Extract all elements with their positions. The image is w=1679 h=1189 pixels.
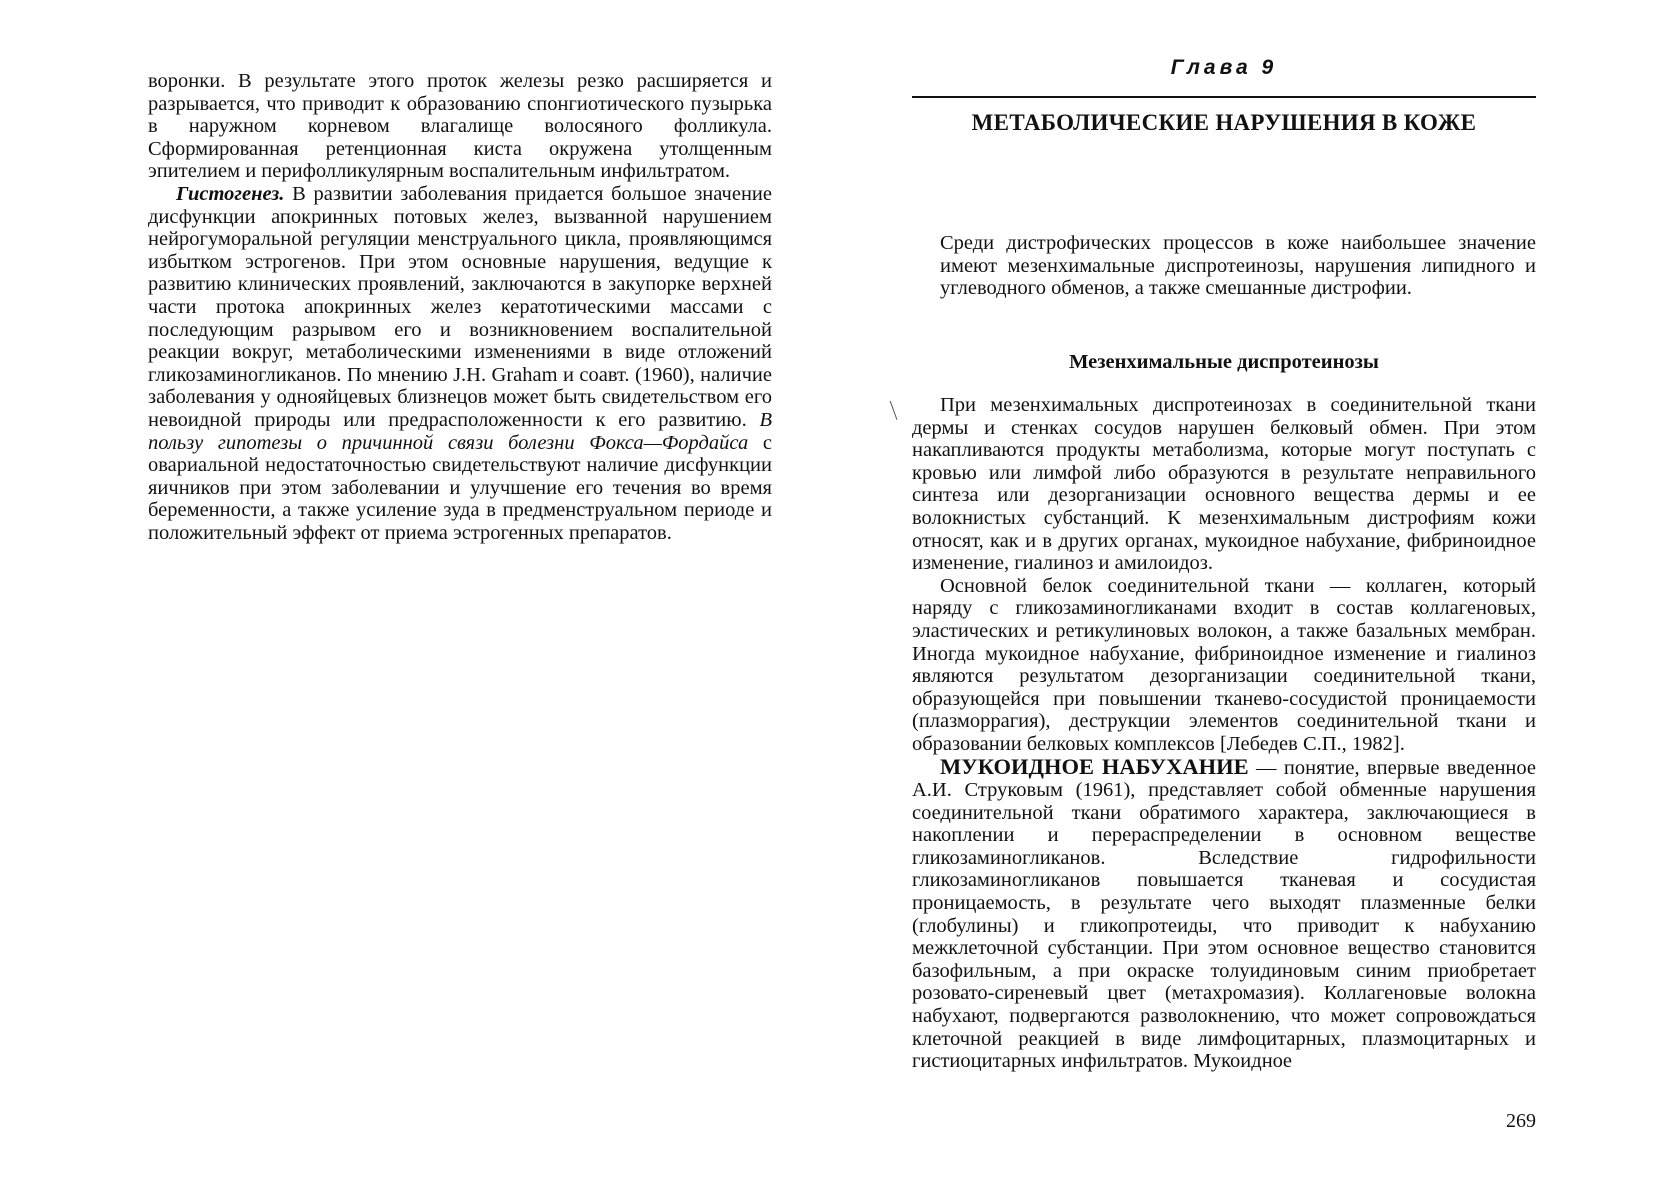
right-paragraph-2: Основной белок соединительной ткани — коллаген, который наряду с гликозаминогликанами входит в состав коллагеновых, эластических и ретикулиновых волокон, а также базальных мембран. Иногда мукоидное набухание, фибриноидное изменение и гиалиноз являются результатом дезорганизации соединительной ткани, образующейся при повышении тканево-сосудистой проницаемости (плазморрагия), деструкции элементов соединительной ткани и образовании белковых комплексов [Лебедев С.П., 1982]. xyxy=(912,574,1536,755)
intro-paragraph: Среди дистрофических процессов в коже наибольшее значение имеют мезенхимальные диспротеинозы, нарушения липидного и углеводного обменов, а также смешанные дистрофии. xyxy=(940,232,1536,300)
chapter-title: МЕТАБОЛИЧЕСКИЕ НАРУШЕНИЯ В КОЖЕ xyxy=(971,110,1477,135)
right-page xyxy=(912,0,1536,1189)
right-paragraph-3-text: — понятие, впервые введенное А.И. Струковым (1961), представляет собой обменные нарушения соединительной ткани обратимого характера, заключающиеся в накоплении и перераспределении в основном веществе гликозаминогликанов. Вследствие гидрофильности гликозаминогликанов повышается тканевая и сосудистая проницаемость, в результате чего выходят плазменные белки (глобулины) и гликопротеиды, что приводит к набуханию межклеточной субстанции. При этом основное вещество становится базофильным, а при окраске толуидиновым синим приобретает розовато-сиреневый цвет (метахромазия). Коллагеновые волокна набухают, подвергаются разволокнению, что может сопровождаться клеточной реакцией в виде лимфоцитарных, плазмоцитарных и гистиоцитарных инфильтратов. Мукоиднoe xyxy=(912,756,1536,1073)
left-paragraph-2-italic: В пользу гипотезы о причинной связи болезни Фокса—Фордайса xyxy=(148,408,772,454)
section-body xyxy=(912,394,1536,1073)
left-paragraph-1: воронки. В результате этого проток железы резко расширяется и разрывается, что приводит к образованию спонгиотического пузырька в наружном корневом влагалище волосяного фолликула. Сформированная ретенционная киста окружена утолщенным эпителием и перифолликулярным воспалительным инфильтратом. xyxy=(148,70,772,183)
right-paragraph-3 xyxy=(912,753,1536,1073)
page-number: 269 xyxy=(1506,1110,1536,1132)
histogenesis-lead: Гистогенез. xyxy=(176,182,285,205)
section-title: Мезенхимальные диспротеинозы xyxy=(1069,351,1379,373)
left-paragraph-2 xyxy=(148,183,772,545)
left-page xyxy=(148,70,772,544)
left-paragraph-2-text: В развитии заболевания придается большое значение дисфункции апокринных потовых желез, вызванной нарушением нейрогуморальной регуляции менструального цикла, проявляющимся избытком эстрогенов. При этом основные нарушения, ведущие к развитию клинических проявлений, заключаются в закупорке верхней части протока апокринных желез кератотическими массами с последующим разрывом его и возникновением воспалительной реакции вокруг, метаболическими изменениями в виде отложений гликозаминогликанов. По мнению J.H. Graham и соавт. (1960), наличие заболевания у однояйцевых близнецов может быть свидетельством его невоидной природы или предрасположенности к его развитию. xyxy=(148,182,772,431)
chapter-label: Глава 9 xyxy=(1170,56,1278,79)
chapter-rule xyxy=(912,96,1536,98)
term-mucoid-swelling: МУКОИДНОЕ НАБУХАНИЕ xyxy=(940,753,1249,779)
scan-mark xyxy=(890,400,900,420)
intro-block xyxy=(940,232,1536,300)
left-paragraph-2-tail: с овариальной недостаточностью свидетельствуют наличие дисфункции яичников при этом заболевании и улучшение его течения во время беременности, а также усиление зуда в предменструальном периоде и положительный эффект от приема эстрогенных препаратов. xyxy=(148,431,772,544)
right-paragraph-1: При мезенхимальных диспротеинозах в соединительной ткани дермы и стенках сосудов нарушен белковый обмен. При этом накапливаются продукты метаболизма, которые могут поступать с кровью или лимфой либо образуются в результате неправильного синтеза или дезорганизации основного вещества дермы и ее волокнистых субстанций. К мезенхимальным дистрофиям кожи относят, как и в других органах, мукоидное набухание, фибриноидное изменение, гиалиноз и амилоидоз. xyxy=(912,394,1536,575)
